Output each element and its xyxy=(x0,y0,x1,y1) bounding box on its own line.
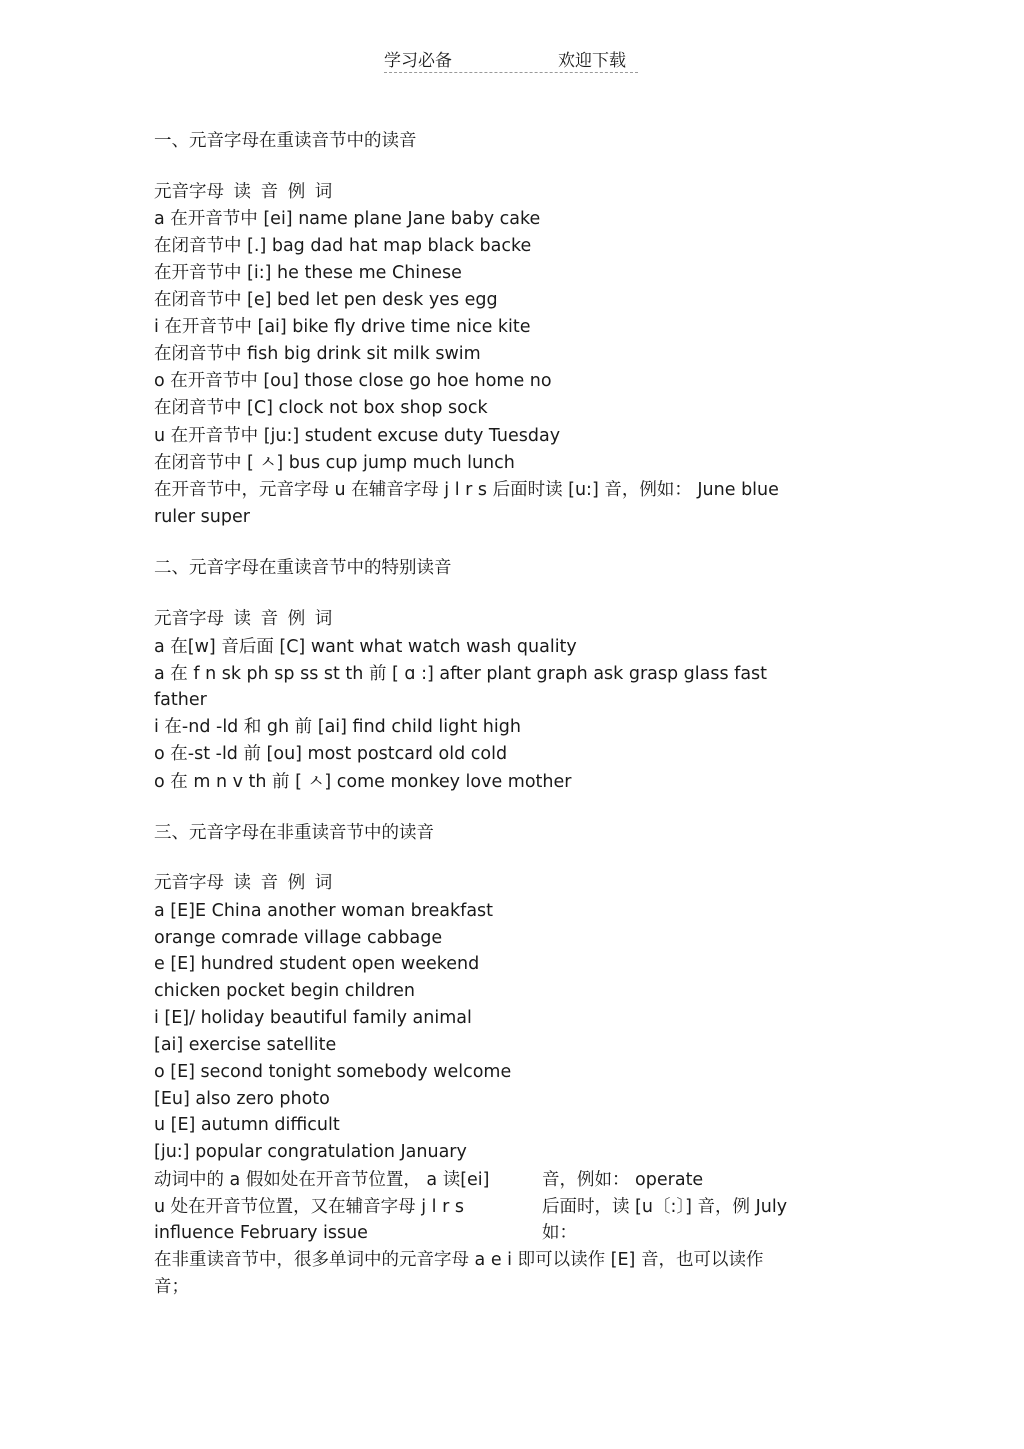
section-1-title: 一、元音字母在重读音节中的读音 xyxy=(154,131,417,151)
list-item: i 在-nd -ld 和 gh 前 [ai] find child light high xyxy=(154,717,521,737)
header-left-text: 学习必备 xyxy=(384,51,452,71)
header-right-text: 欢迎下载 xyxy=(558,51,626,71)
section-1-column-header: 元音字母 读 音 例 词 xyxy=(154,182,333,202)
rule-a-left: 动词中的 a 假如处在开音节位置， a 读[ei] xyxy=(154,1170,490,1190)
section-2-title: 二、元音字母在重读音节中的特别读音 xyxy=(154,558,452,578)
list-item: [Eu] also zero photo xyxy=(154,1089,330,1109)
rule-a-line xyxy=(154,1169,874,1191)
list-item: a [E]E China another woman breakfast xyxy=(154,901,494,921)
rule-u2-left: influence February issue xyxy=(154,1223,368,1243)
list-item: [ju:] popular congratulation January xyxy=(154,1142,467,1162)
rule-u-line xyxy=(154,1196,874,1218)
list-item: father xyxy=(154,690,207,710)
section-2-column-header: 元音字母 读 音 例 词 xyxy=(154,609,333,629)
section-3-title: 三、元音字母在非重读音节中的读音 xyxy=(154,823,434,843)
list-item: o [E] second tonight somebody welcome xyxy=(154,1062,512,1082)
list-item: e [E] hundred student open weekend xyxy=(154,954,480,974)
page-header xyxy=(384,44,638,73)
list-item: chicken pocket begin children xyxy=(154,981,415,1001)
rule-u-left: u 处在开音节位置，又在辅音字母 j l r s xyxy=(154,1197,464,1217)
list-item: 在闭音节中 [.] bag dad hat map black backe xyxy=(154,236,532,256)
list-item: u 在开音节中 [ju:] student excuse duty Tuesday xyxy=(154,426,561,446)
list-item: u [E] autumn difficult xyxy=(154,1115,340,1135)
rule-u2-mid: 如： xyxy=(542,1223,577,1243)
list-item: orange comrade village cabbage xyxy=(154,928,443,948)
list-item: 在闭音节中 fish big drink sit milk swim xyxy=(154,344,481,364)
list-item: i 在开音节中 [ai] bike fly drive time nice kite xyxy=(154,317,531,337)
list-item: ruler super xyxy=(154,507,250,527)
list-item: 在闭音节中 [e] bed let pen desk yes egg xyxy=(154,290,498,310)
list-item: a 在[w] 音后面 [C] want what watch wash quality xyxy=(154,637,577,657)
section-3-column-header: 元音字母 读 音 例 词 xyxy=(154,873,333,893)
rule-u-line-2 xyxy=(154,1222,874,1244)
list-item: 在开音节中，元音字母 u 在辅音字母 j l r s 后面时读 [u:] 音，例如： June blue xyxy=(154,480,779,500)
list-item: o 在开音节中 [ou] those close go hoe home no xyxy=(154,371,552,391)
list-item: o 在-st -ld 前 [ou] most postcard old cold xyxy=(154,744,508,764)
rule-u-mid: 后面时，读 [u〔:〕] 音，例 July xyxy=(542,1197,788,1217)
list-item: a 在开音节中 [ei] name plane Jane baby cake xyxy=(154,209,541,229)
list-item: 在闭音节中 [C] clock not box shop sock xyxy=(154,398,488,418)
list-item: a 在 f n sk ph sp ss st th 前 [ ɑ :] after plant graph ask grasp glass fast xyxy=(154,664,768,684)
list-item: i [E]/ holiday beautiful family animal xyxy=(154,1008,472,1028)
rule-e-line-2: 音； xyxy=(154,1277,189,1297)
list-item: 在开音节中 [i:] he these me Chinese xyxy=(154,263,462,283)
rule-a-right: 音，例如： operate xyxy=(542,1170,704,1190)
list-item: o 在 m n v th 前 [ ㅅ] come monkey love mother xyxy=(154,772,572,792)
rule-e-line: 在非重读音节中，很多单词中的元音字母 a e i 即可以读作 [E] 音，也可以读作 xyxy=(154,1250,764,1270)
list-item: 在闭音节中 [ ㅅ] bus cup jump much lunch xyxy=(154,453,515,473)
list-item: [ai] exercise satellite xyxy=(154,1035,337,1055)
